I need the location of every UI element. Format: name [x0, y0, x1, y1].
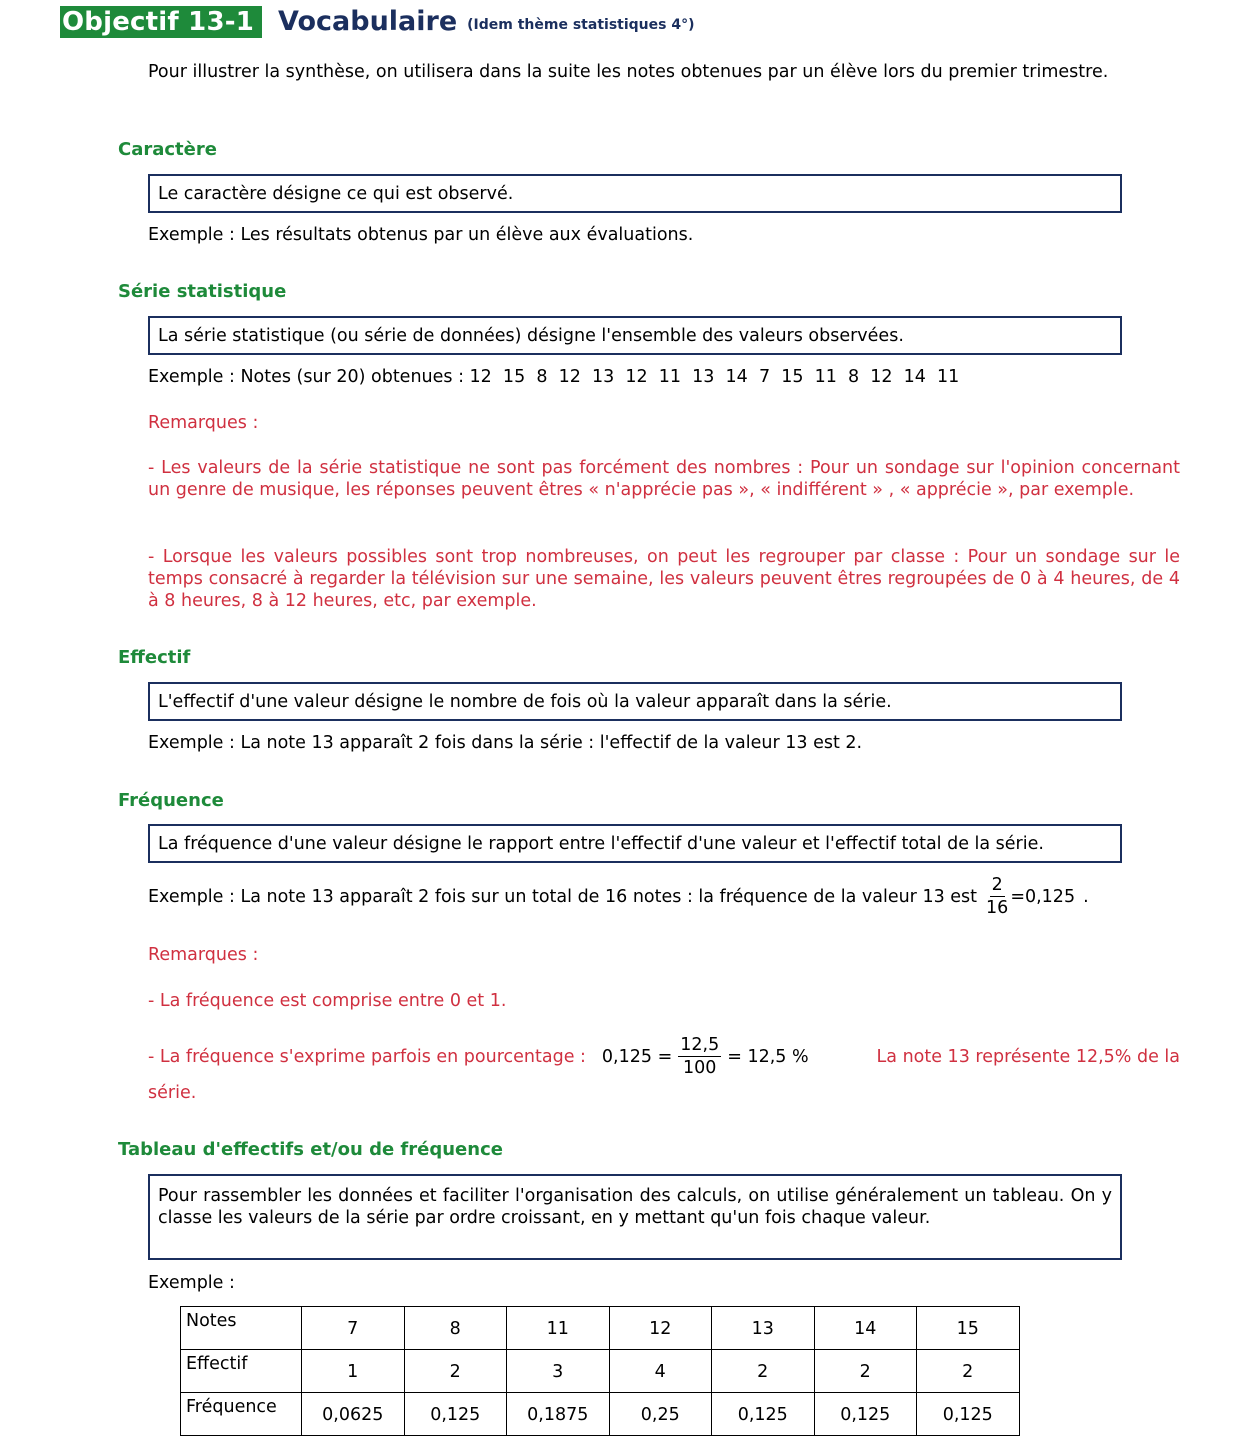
remark-serie-2: - Lorsque les valeurs possibles sont trop nombreuses, on peut les regrouper par classe : Pour un sondage sur le temps consacré à regarder la télévision sur une semaine, les valeurs peuvent êtres regroupées de 0 à 4 heures, de 4 à 8 heures, 8 à 12 heures, etc, par exemple. — [148, 547, 1180, 611]
example-frequence-end: . — [1083, 886, 1089, 907]
row-label: Effectif — [181, 1350, 302, 1393]
frequency-table — [180, 1306, 1020, 1436]
table-cell: 2 — [712, 1350, 815, 1393]
table-cell: 15 — [917, 1307, 1020, 1350]
remark-frequence-2 — [148, 1034, 1180, 1079]
percent-rhs: = 12,5 % — [727, 1046, 809, 1067]
page-title: Vocabulaire — [278, 6, 458, 37]
example-frequence-result: =0,125 — [1010, 886, 1076, 907]
page-header — [60, 5, 694, 38]
row-label: Notes — [181, 1307, 302, 1350]
example-serie: Exemple : Notes (sur 20) obtenues : 12 15 8 12 13 12 11 13 14 7 15 11 8 12 14 11 — [148, 367, 960, 387]
percent-fraction-numerator: 12,5 — [680, 1035, 720, 1055]
heading-effectif: Effectif — [118, 647, 191, 668]
fraction-denominator: 16 — [986, 898, 1009, 918]
table-cell: 0,125 — [712, 1393, 815, 1436]
objective-badge: Objectif 13-1 — [60, 6, 262, 38]
example-effectif: Exemple : La note 13 apparaît 2 fois dans la série : l'effectif de la valeur 13 est 2. — [148, 733, 863, 753]
heading-serie: Série statistique — [118, 281, 287, 302]
table-cell: 0,25 — [609, 1393, 712, 1436]
example-frequence — [148, 874, 1089, 919]
definition-frequence: La fréquence d'une valeur désigne le rapport entre l'effectif d'une valeur et l'effectif total de la série. — [148, 824, 1122, 863]
percent-fraction-denominator: 100 — [683, 1058, 717, 1078]
definition-effectif: L'effectif d'une valeur désigne le nombre de fois où la valeur apparaît dans la série. — [148, 682, 1122, 721]
remark-frequence-2-cont: série. — [148, 1083, 197, 1103]
row-label: Fréquence — [181, 1393, 302, 1436]
definition-caractere: Le caractère désigne ce qui est observé. — [148, 174, 1122, 213]
example-caractere: Exemple : Les résultats obtenus par un élève aux évaluations. — [148, 225, 694, 245]
table-cell: 11 — [507, 1307, 610, 1350]
heading-tableau: Tableau d'effectifs et/ou de fréquence — [118, 1139, 503, 1160]
remarks-title-frequence: Remarques : — [148, 945, 259, 965]
table-cell: 0,1875 — [507, 1393, 610, 1436]
table-cell: 0,125 — [917, 1393, 1020, 1436]
table-cell: 2 — [917, 1350, 1020, 1393]
example-frequence-text: Exemple : La note 13 apparaît 2 fois sur un total de 16 notes : la fréquence de la valeur 13 est — [148, 886, 978, 907]
remarks-title-serie: Remarques : — [148, 413, 259, 433]
table-cell: 0,125 — [814, 1393, 917, 1436]
remark-frequence-1: - La fréquence est comprise entre 0 et 1. — [148, 991, 507, 1011]
page-subtitle: (Idem thème statistiques 4°) — [467, 16, 695, 33]
table-cell: 8 — [404, 1307, 507, 1350]
table-cell: 4 — [609, 1350, 712, 1393]
remark-frequence-2-after: La note 13 représente 12,5% de la — [876, 1046, 1180, 1067]
intro-text: Pour illustrer la synthèse, on utilisera dans la suite les notes obtenues par un élève lors du premier trimestre. — [148, 62, 1109, 82]
table-cell: 12 — [609, 1307, 712, 1350]
remark-serie-1: - Les valeurs de la série statistique ne sont pas forcément des nombres : Pour un sondage sur l'opinion concernant un genre de musique, les réponses peuvent êtres « n'apprécie pas », « indifférent » , « apprécie », par exemple. — [148, 458, 1180, 500]
table-row-notes — [181, 1307, 1020, 1350]
heading-frequence: Fréquence — [118, 790, 224, 811]
remark-frequence-2-text: - La fréquence s'exprime parfois en pourcentage : — [148, 1046, 586, 1067]
table-cell: 1 — [302, 1350, 405, 1393]
table-cell: 2 — [404, 1350, 507, 1393]
table-row-effectif — [181, 1350, 1020, 1393]
table-cell: 3 — [507, 1350, 610, 1393]
example-tableau: Exemple : — [148, 1273, 235, 1293]
fraction-12-5-100 — [678, 1034, 721, 1079]
heading-caractere: Caractère — [118, 139, 217, 160]
table-row-frequence — [181, 1393, 1020, 1436]
fraction-2-16 — [984, 874, 1010, 919]
percent-lhs: 0,125 = — [601, 1046, 673, 1067]
fraction-numerator: 2 — [991, 875, 1003, 895]
table-cell: 0,0625 — [302, 1393, 405, 1436]
table-cell: 14 — [814, 1307, 917, 1350]
definition-tableau: Pour rassembler les données et faciliter l'organisation des calculs, on utilise généralement un tableau. On y classe les valeurs de la série par ordre croissant, en y mettant qu'un fois chaque valeur. — [148, 1174, 1122, 1260]
table-cell: 2 — [814, 1350, 917, 1393]
table-cell: 13 — [712, 1307, 815, 1350]
table-cell: 7 — [302, 1307, 405, 1350]
table-cell: 0,125 — [404, 1393, 507, 1436]
definition-serie: La série statistique (ou série de données) désigne l'ensemble des valeurs observées. — [148, 316, 1122, 355]
